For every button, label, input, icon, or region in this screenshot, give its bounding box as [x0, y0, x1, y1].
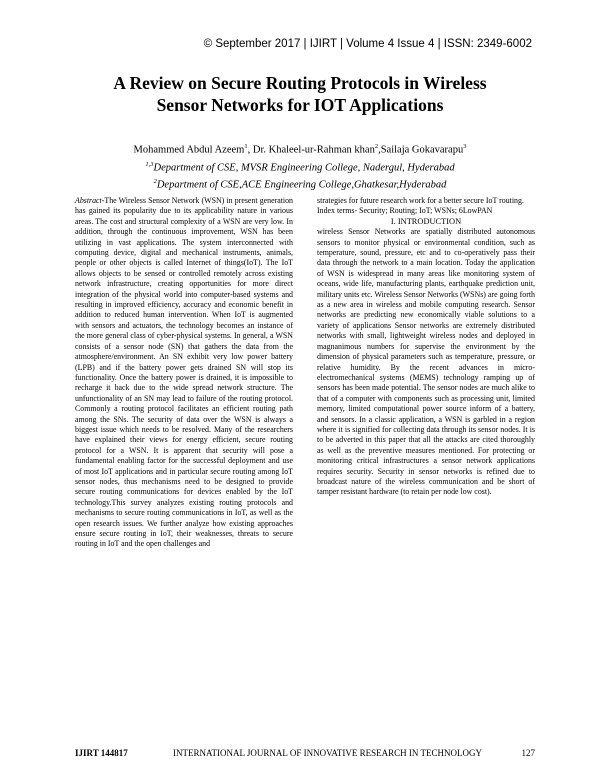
- author-block: [40, 140, 560, 193]
- footer-journal-name: INTERNATIONAL JOURNAL OF INNOVATIVE RESEARCH IN TECHNOLOGY: [173, 748, 482, 758]
- left-column: [75, 196, 293, 550]
- abstract-text: The Wireless Sensor Network (WSN) in present generation has gained its popularity due to its applicability nature in various areas. The cost and structural complexity of a WSN are very low. In addition, through the continuous improvement, WSN has been utilizing in vast applications. The system interconnected with computing device, digital and mechanical instruments, animals, people or other objects is called Internet of things(IoT). The IoT allows objects to be sensed or controlled remotely across existing network infrastructure, creating opportunities for more direct integration of the physical world into computer-based systems and resulting in improved efficiency, accuracy and economic benefit in addition to reduced human intervention. When IoT is augmented with sensors and actuators, the technology becomes an instance of the more general class of cyber-physical systems. In general, a WSN consists of a sensor node (SN) that gathers the data from the atmosphere/environment. An SN exhibit very low power battery (LPB) and if the battery power gets drained SN will stop its functionality. Once the battery power is drained, it is impossible to recharge it back due to the wide spread network structure. The unfunctionality of an SN may lead to failure of the routing protocol. Commonly a routing protocol facilitates an efficient routing path among the SNs. The security of data over the WSN is always a biggest issue which needs to be resolved. Many of the researchers have explained their views for energy efficient, secure routing protocol for a WSN. It is apparent that security will pose a fundamental enabling factor for the successful deployment and use of most IoT applications and in particular secure routing among IoT sensor nodes, thus mechanisms need to be designed to provide secure routing communications for devices enabled by the IoT technology.This survey analyzes existing routing protocols and mechanisms to secure routing communications in IoT, as well as the open research issues. We further analyze how existing approaches ensure secure routing in IoT, their weaknesses, threats to secure routing in IoT and the open challenges and: [75, 196, 293, 549]
- title-line-2: Sensor Networks for IOT Applications: [156, 95, 444, 115]
- index-terms: [317, 206, 535, 216]
- page-number: 127: [521, 748, 535, 758]
- running-header: © September 2017 | IJIRT | Volume 4 Issue 4 | ISSN: 2349-6002: [203, 38, 532, 50]
- index-terms-text: Security; Routing; IoT; WSNs; 6LowPAN: [357, 206, 493, 216]
- abstract: [75, 196, 293, 550]
- paper-title: [40, 72, 560, 116]
- introduction-text: wireless Sensor Networks are spatially distributed autonomous sensors to monitor physical or environmental condition, such as temperature, sound, pressure, etc and to co-operatively pass their data through the network to a main location. Today the application of WSN is widespread in many areas like monitoring system of oceans, wide life, manufacturing plants, earthquake prediction unit, military units etc. Wireless Sensor Networks (WSNs) are going forth as a new area in wireless and mobile computing research. Sensor networks are predicting new economically viable solutions to a variety of applications Sensor networks are extremely distributed networks with small, lightweight wireless nodes and deployed in magnanimous numbers for supervise the environment by the dimension of physical parameters such as temperature, pressure, or relative humidity. By the recent advances in micro-electromechanical systems (MEMS) technology ramping up of sensors has been made potential. The sensor nodes are much alike to that of a computer with components such as processing unit, limited memory, limited computational power source inform of a battery, and sensors. In a classic application, a WSN is garbled in a region where it is signified for collecting data through its sensor nodes. It is to be adverted in this paper that all the attacks are cited thoroughly as well as the preventive measures mentioned. For protecting or monitoring critical infrastructures a sensor network applications requires security. Security in sensor networks is refined due to broadcast nature of the wireless communication and be short of tamper resistant hardware (to retain per node low cost).: [317, 227, 535, 497]
- right-column: [317, 196, 535, 498]
- author-names: Mohammed Abdul Azeem$^1$, Dr. Khaleel-ur-Rahman khan$^2$,Sailaja Gokavarapu$^3$: [133, 143, 467, 156]
- section-heading: I. INTRODUCTION: [390, 216, 462, 226]
- abstract-continuation: strategies for future research work for a better secure IoT routing.: [317, 196, 524, 205]
- affiliation-1: $^{1,3}$Department of CSE, MVSR Engineering College, Nadergul, Hyderabad: [145, 160, 455, 173]
- title-line-1: A Review on Secure Routing Protocols in Wireless: [113, 73, 487, 93]
- affiliation-2: $^2$Department of CSE,ACE Engineering College,Ghatkesar,Hyderabad: [153, 178, 447, 191]
- abstract-label: Abstract-: [75, 196, 105, 205]
- author-1: Mohammed Abdul Azeem: [133, 144, 245, 156]
- footer-paper-id: IJIRT 144817: [75, 748, 128, 758]
- index-terms-label: Index terms-: [317, 206, 358, 216]
